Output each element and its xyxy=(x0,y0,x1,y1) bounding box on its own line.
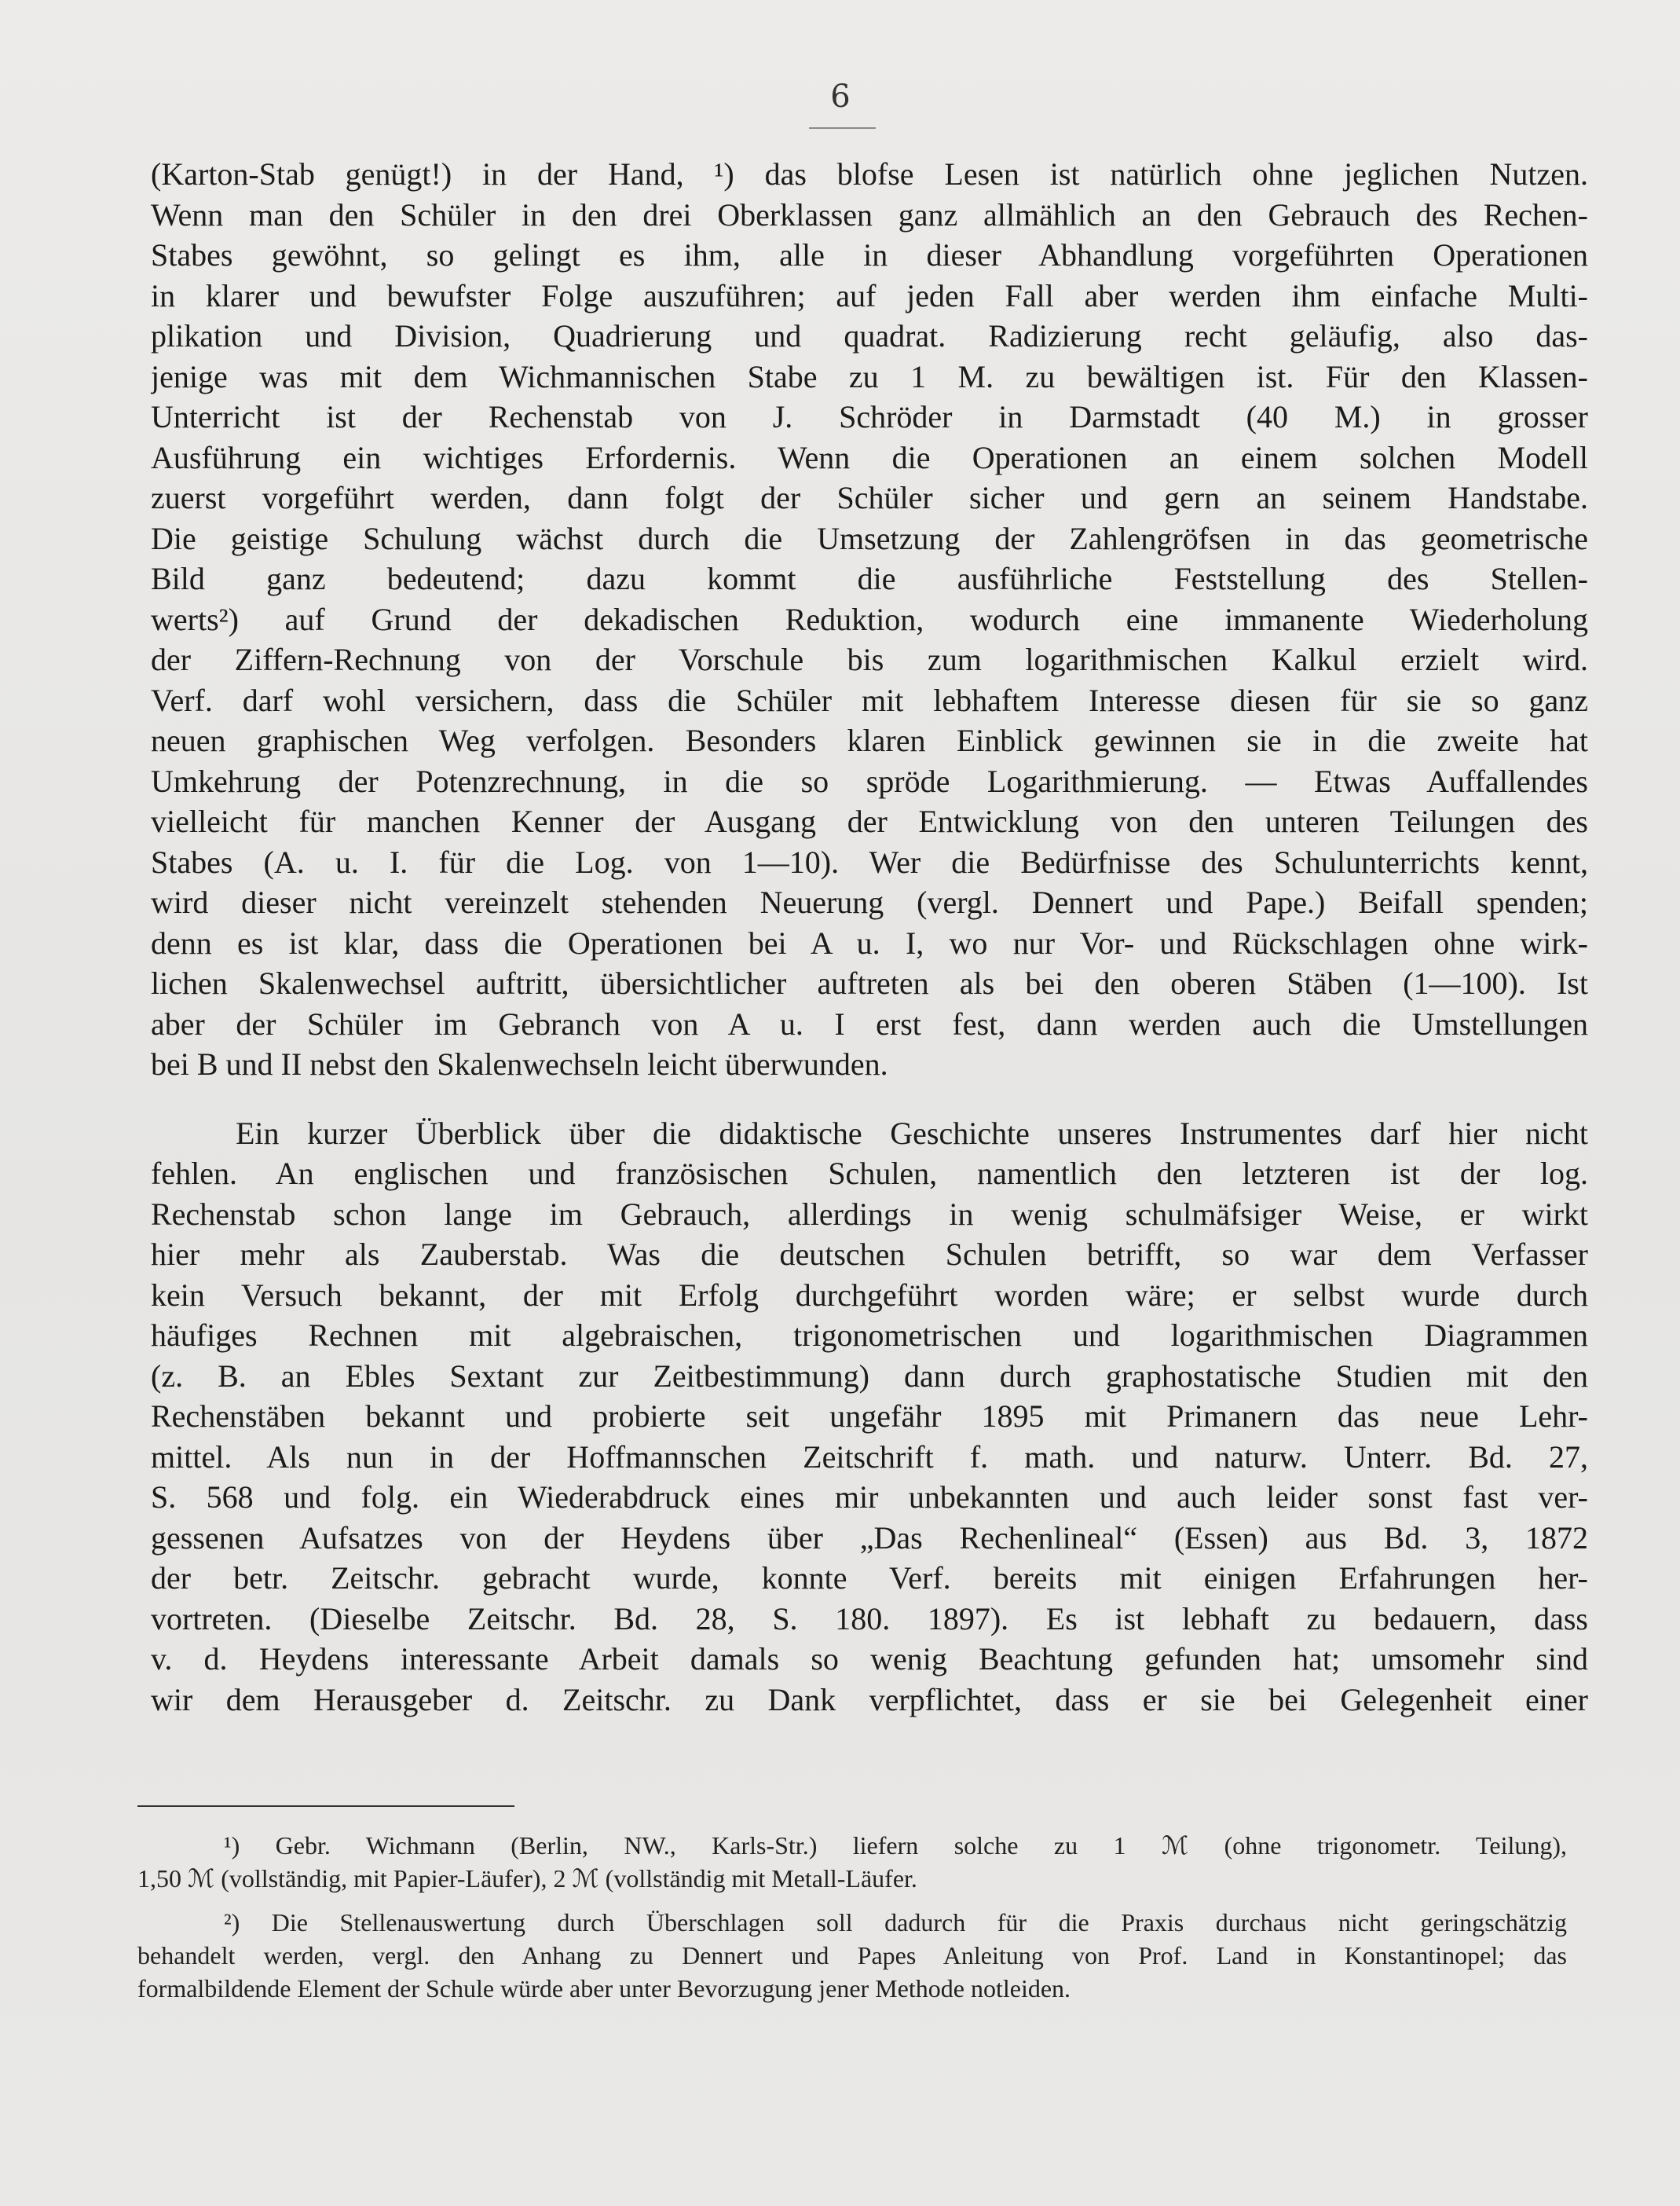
text-line: wir dem Herausgeber d. Zeitschr. zu Dank verpflichtet, dass er sie bei Gelegenheit einer xyxy=(151,1681,1588,1717)
footnotes xyxy=(137,1829,1567,2005)
page-number: 6 xyxy=(830,79,851,115)
text-line: werts²) auf Grund der dekadischen Reduktion, wodurch eine immanente Wiederholung xyxy=(151,601,1588,637)
text-line: Unterricht ist der Rechenstab von J. Schröder in Darmstadt (40 M.) in grosser xyxy=(151,399,1588,434)
text-line: mittel. Als nun in der Hoffmannschen Zeitschrift f. math. und naturw. Unterr. Bd. 27, xyxy=(151,1438,1588,1475)
text-line: Rechenstab schon lange im Gebrauch, allerdings in wenig schulmäfsiger Weise, er wirkt xyxy=(151,1196,1588,1232)
footnote-line: 1,50 ℳ (vollständig, mit Papier-Läufer), 2 ℳ (vollständig mit Metall-Läufer. xyxy=(137,1864,917,1893)
text-line: Ausführung ein wichtiges Erfordernis. Wenn die Operationen an einem solchen Modell xyxy=(151,439,1588,475)
text-line: gessenen Aufsatzes von der Heydens über „Das Rechenlineal“ (Essen) aus Bd. 3, 1872 xyxy=(151,1519,1588,1556)
text-line: der Ziffern-Rechnung von der Vorschule bis zum logarithmischen Kalkul erzielt wird. xyxy=(151,642,1588,677)
text-line: Stabes (A. u. I. für die Log. von 1—10). Wer die Bedürfnisse des Schulunterrichts kennt, xyxy=(151,844,1588,880)
paragraph-2 xyxy=(151,1113,1588,1720)
text-line: S. 568 und folg. ein Wiederabdruck eines mir unbekannten und auch leider sonst fast ver- xyxy=(151,1479,1588,1515)
text-line: Die geistige Schulung wächst durch die Umsetzung der Zahlengröfsen in das geometrische xyxy=(151,520,1588,556)
text-line: vortreten. (Dieselbe Zeitschr. Bd. 28, S. 180. 1897). Es ist lebhaft zu bedauern, dass xyxy=(151,1600,1588,1636)
text-line: Umkehrung der Potenzrechnung, in die so spröde Logarithmierung. — Etwas Auffallendes xyxy=(151,763,1588,799)
footnote-line: ²) Die Stellenauswertung durch Überschlagen soll dadurch für die Praxis durchaus nicht geringschätzig xyxy=(224,1908,1567,1937)
text-line: (Karton-Stab genügt!) in der Hand, ¹) das blofse Lesen ist natürlich ohne jeglichen Nutzen. xyxy=(151,156,1588,192)
text-line: Rechenstäben bekannt und probierte seit ungefähr 1895 mit Primanern das neue Lehr- xyxy=(151,1398,1588,1434)
text-line: (z. B. an Ebles Sextant zur Zeitbestimmung) dann durch graphostatische Studien mit den xyxy=(151,1358,1588,1394)
text-line: zuerst vorgeführt werden, dann folgt der Schüler sicher und gern an seinem Handstabe. xyxy=(151,480,1588,515)
text-line: Ein kurzer Überblick über die didaktische Geschichte unseres Instrumentes darf hier nicht xyxy=(236,1115,1588,1151)
footnote-1 xyxy=(137,1829,1567,1895)
text-line: fehlen. An englischen und französischen Schulen, namentlich den letzteren ist der log. xyxy=(151,1156,1588,1191)
text-line: Wenn man den Schüler in den drei Oberklassen ganz allmählich an den Gebrauch des Rechen- xyxy=(151,196,1588,233)
footnote-gap xyxy=(137,1895,1567,1906)
body-text xyxy=(151,154,1588,1720)
paragraph-gap xyxy=(151,1085,1588,1113)
text-line: häufiges Rechnen mit algebraischen, trigonometrischen und logarithmischen Diagrammen xyxy=(151,1317,1588,1353)
text-line: kein Versuch bekannt, der mit Erfolg durchgeführt worden wäre; er selbst wurde durch xyxy=(151,1277,1588,1313)
text-line: Bild ganz bedeutend; dazu kommt die ausführliche Feststellung des Stellen- xyxy=(151,561,1588,596)
footnote-line: ¹) Gebr. Wichmann (Berlin, NW., Karls-Str.) liefern solche zu 1 ℳ (ohne trigonometr. Teilung), xyxy=(224,1831,1567,1860)
text-line: aber der Schüler im Gebranch von A u. I erst fest, dann werden auch die Umstellungen xyxy=(151,1006,1588,1042)
text-line: denn es ist klar, dass die Operationen bei A u. I, wo nur Vor- und Rückschlagen ohne wirk- xyxy=(151,925,1588,961)
text-line: Verf. darf wohl versichern, dass die Schüler mit lebhaftem Interesse diesen für sie so ganz xyxy=(151,682,1588,718)
text-line: neuen graphischen Weg verfolgen. Besonders klaren Einblick gewinnen sie in die zweite hat xyxy=(151,723,1588,758)
text-line: plikation und Division, Quadrierung und quadrat. Radizierung recht geläufig, also das- xyxy=(151,318,1588,354)
footnote-2 xyxy=(137,1906,1567,2005)
header-rule xyxy=(809,127,876,129)
footnote-rule xyxy=(137,1805,514,1807)
paragraph-1 xyxy=(151,154,1588,1085)
text-line: hier mehr als Zauberstab. Was die deutschen Schulen betrifft, so war dem Verfasser xyxy=(151,1237,1588,1272)
text-line: in klarer und bewufster Folge auszuführen; auf jeden Fall aber werden ihm einfache Multi- xyxy=(151,277,1588,313)
text-line: Stabes gewöhnt, so gelingt es ihm, alle in dieser Abhandlung vorgeführten Operationen xyxy=(151,237,1588,273)
text-line: bei B und II nebst den Skalenwechseln leicht überwunden. xyxy=(151,1046,888,1082)
text-line: lichen Skalenwechsel auftritt, übersichtlicher auftreten als bei den oberen Stäben (1—100). Ist xyxy=(151,966,1588,1001)
footnote-line: formalbildende Element der Schule würde aber unter Bevorzugung jener Methode notleiden. xyxy=(137,1974,1071,2003)
text-line: vielleicht für manchen Kenner der Ausgang der Entwicklung von den unteren Teilungen des xyxy=(151,804,1588,839)
text-line: v. d. Heydens interessante Arbeit damals so wenig Beachtung gefunden hat; umsomehr sind xyxy=(151,1641,1588,1676)
text-line: wird dieser nicht vereinzelt stehenden Neuerung (vergl. Dennert und Pape.) Beifall spenden; xyxy=(151,885,1588,920)
text-line: der betr. Zeitschr. gebracht wurde, konnte Verf. bereits mit einigen Erfahrungen her- xyxy=(151,1560,1588,1596)
footnote-line: behandelt werden, vergl. den Anhang zu Dennert und Papes Anleitung von Prof. Land in Konstantinopel; das xyxy=(137,1941,1567,1970)
text-line: jenige was mit dem Wichmannischen Stabe zu 1 M. zu bewältigen ist. Für den Klassen- xyxy=(151,358,1588,394)
